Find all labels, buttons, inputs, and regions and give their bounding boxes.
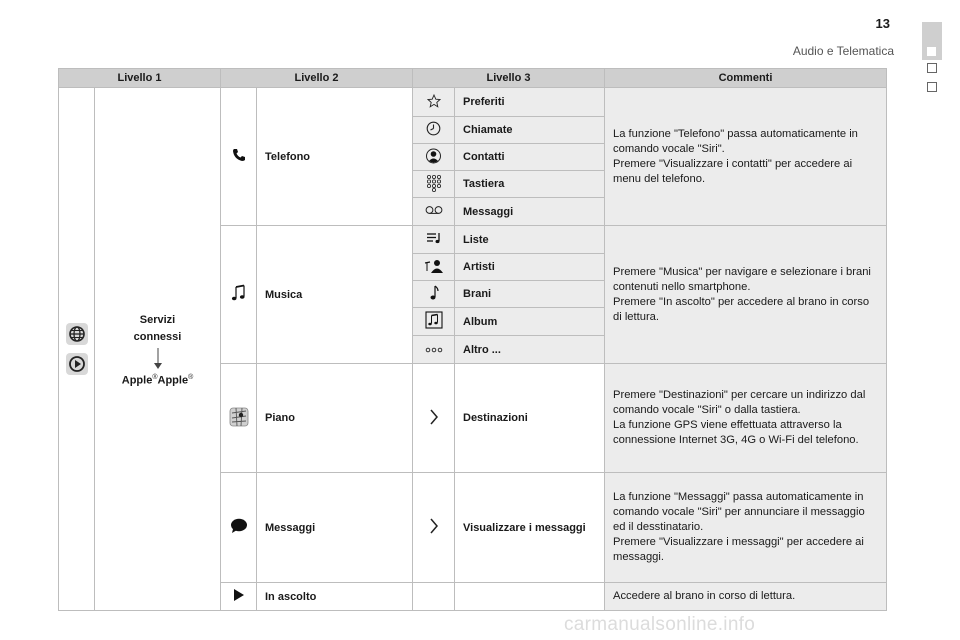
- comment-musica: Premere "Musica" per navigare e selezionare i brani contenuti nello smartphone. Premere "In ascolto" per accedere al brano in corso di lettura.: [605, 226, 887, 364]
- chevron-right-icon: [429, 408, 439, 426]
- arrow-down-icon: [153, 348, 163, 370]
- level3-label: Altro ...: [455, 336, 605, 364]
- level2-label-piano: Piano: [257, 364, 413, 473]
- header-commenti: Commenti: [605, 69, 887, 88]
- level3-label: Artisti: [455, 254, 605, 281]
- album-icon: [425, 311, 443, 329]
- section-title: Audio e Telematica: [792, 44, 894, 58]
- comment-messaggi: La funzione "Messaggi" passa automaticamente in comando vocale "Siri" per annunciare il messaggio ed il desstinatario. Premere "Visualizzare i messaggi" per accedere ai messaggi.: [605, 473, 887, 583]
- level3-label: Album: [455, 308, 605, 336]
- level3-label: Brani: [455, 281, 605, 308]
- contact-icon: [426, 148, 441, 164]
- level2-icon-musica: [221, 226, 257, 364]
- level3-label: Tastiera: [455, 171, 605, 198]
- globe-icon: [66, 323, 88, 345]
- chevron-right-icon: [429, 517, 439, 535]
- level3-label: Messaggi: [455, 198, 605, 226]
- page-number: 13: [875, 16, 890, 31]
- apple-label: Apple®Apple®: [121, 373, 194, 387]
- servizi-line1: Servizi: [139, 313, 176, 326]
- menu-table: [58, 68, 887, 611]
- level2-label-musica: Musica: [257, 226, 413, 364]
- clock-icon: [426, 121, 441, 136]
- level3-label: [455, 583, 605, 611]
- music-note-icon: [231, 284, 247, 302]
- header-livello-3: Livello 3: [413, 69, 605, 88]
- page-tab: [927, 82, 937, 92]
- level2-label-telefono: Telefono: [257, 88, 413, 226]
- level1-icons: [59, 88, 95, 611]
- watermark: carmanualsonline.info: [564, 614, 756, 635]
- level2-icon-telefono: [221, 88, 257, 226]
- carplay-icon: [66, 353, 88, 375]
- page-tab-active: [922, 22, 942, 60]
- comment-in-ascolto: Accedere al brano in corso di lettura.: [605, 583, 887, 611]
- play-icon: [233, 588, 245, 602]
- more-icon: [425, 347, 443, 353]
- comment-piano: Premere "Destinazioni" per cercare un indirizzo dal comando vocale "Siri" o dalla tastiera. La funzione GPS viene effettuata attraverso la connessione Internet 3G, 4G o Wi-Fi del telefono.: [605, 364, 887, 473]
- page-tab: [927, 63, 937, 73]
- level2-label-in-ascolto: In ascolto: [257, 583, 413, 611]
- playlist-icon: [426, 232, 442, 244]
- header-livello-1: Livello 1: [59, 69, 221, 88]
- servizi-line2: connessi: [133, 330, 182, 343]
- level1-label: [95, 88, 221, 611]
- artist-icon: [424, 259, 444, 273]
- level3-label: Visualizzare i messaggi: [455, 473, 605, 583]
- level3-label: Liste: [455, 226, 605, 254]
- level3-label: Preferiti: [455, 88, 605, 117]
- note-icon: [428, 285, 440, 301]
- level2-label-messaggi: Messaggi: [257, 473, 413, 583]
- map-icon: [229, 407, 249, 427]
- header-livello-2: Livello 2: [221, 69, 413, 88]
- message-bubble-icon: [230, 518, 248, 534]
- level3-label: Destinazioni: [455, 364, 605, 473]
- voicemail-icon: [425, 205, 443, 215]
- phone-icon: [232, 148, 246, 162]
- comment-telefono: La funzione "Telefono" passa automaticamente in comando vocale "Siri". Premere "Visualizzare i contatti" per accedere ai menu del telefono.: [605, 88, 887, 226]
- star-icon: [427, 94, 441, 108]
- keypad-icon: [426, 174, 442, 192]
- level3-label: Chiamate: [455, 117, 605, 144]
- level3-label: Contatti: [455, 144, 605, 171]
